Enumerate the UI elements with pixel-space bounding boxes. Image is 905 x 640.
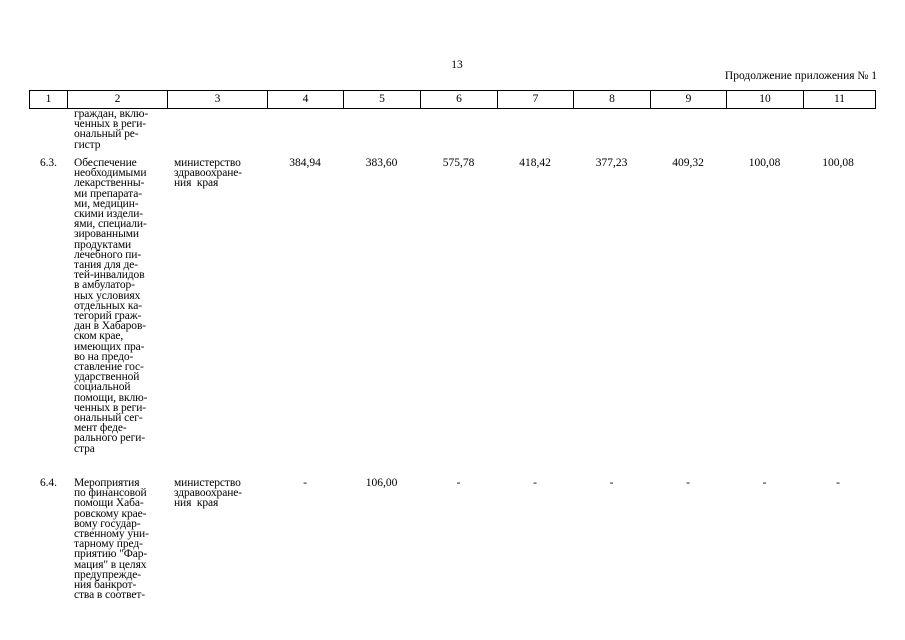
row-value-col11: - <box>836 477 840 489</box>
column-header-8: 8 <box>573 91 650 108</box>
row-value-col8: 377,23 <box>595 157 628 169</box>
row-value-col7: 418,42 <box>519 157 551 169</box>
column-header-4: 4 <box>267 91 343 108</box>
row-value-col10: 100,08 <box>748 157 781 169</box>
column-header-3: 3 <box>167 91 267 108</box>
column-header-5: 5 <box>343 91 420 108</box>
row-value-col9: - <box>686 477 690 489</box>
row-value-col8: - <box>609 477 614 489</box>
row-value-col5: 106,00 <box>365 477 398 489</box>
row-value-col7: - <box>533 477 537 489</box>
column-header-6: 6 <box>420 91 497 108</box>
row-value-col9: 409,32 <box>672 157 704 169</box>
row-value-col5: 383,60 <box>365 157 398 169</box>
row-executor: министерство здравоохране- ния края <box>174 477 242 510</box>
row-value-col6: 575,78 <box>442 157 475 169</box>
page-number: 13 <box>451 59 463 71</box>
column-header-7: 7 <box>497 91 573 108</box>
row-description: Мероприятия по финансовой помощи Хаба- ровскому крае- вому государ- ственному уни- тарному пред- приятию "Фар- мация" в целях предупрежде- ния банкрот- ства в соответ- <box>74 477 149 602</box>
column-header-9: 9 <box>650 91 726 108</box>
column-header-10: 10 <box>726 91 803 108</box>
row-executor: министерство здравоохране- ния края <box>174 157 242 190</box>
row-value-col10: - <box>762 477 767 489</box>
column-header-1: 1 <box>29 91 67 108</box>
continuation-label: Продолжение приложения № 1 <box>724 70 877 82</box>
continued-description-fragment: граждан, вклю- ченных в реги- ональный ре- гистр <box>74 108 149 151</box>
row-number: 6.4. <box>40 477 57 489</box>
row-description: Обеспечение необходимыми лекарственны- ми препарата- ми, медицин- скими издели- ями, специали- зированными продуктами лечебного пи- тания для де- тей-инвалидов в амбулатор- ных условиях отдельных ка- тегорий граж- дан в Хабаров- ском крае, имеющих пра- во на предо- ставление гос- ударственной социальной помощи, вклю- ченных в реги- ональный сег- мент феде- рального реги- стра <box>74 157 148 455</box>
row-value-col4: 384,94 <box>289 157 321 169</box>
row-value-col4: - <box>303 477 307 489</box>
row-value-col11: 100,08 <box>822 157 854 169</box>
column-header-11: 11 <box>803 91 876 108</box>
table-header-row <box>29 90 876 109</box>
row-value-col6: - <box>456 477 461 489</box>
row-number: 6.3. <box>40 157 57 169</box>
column-header-2: 2 <box>67 91 167 108</box>
